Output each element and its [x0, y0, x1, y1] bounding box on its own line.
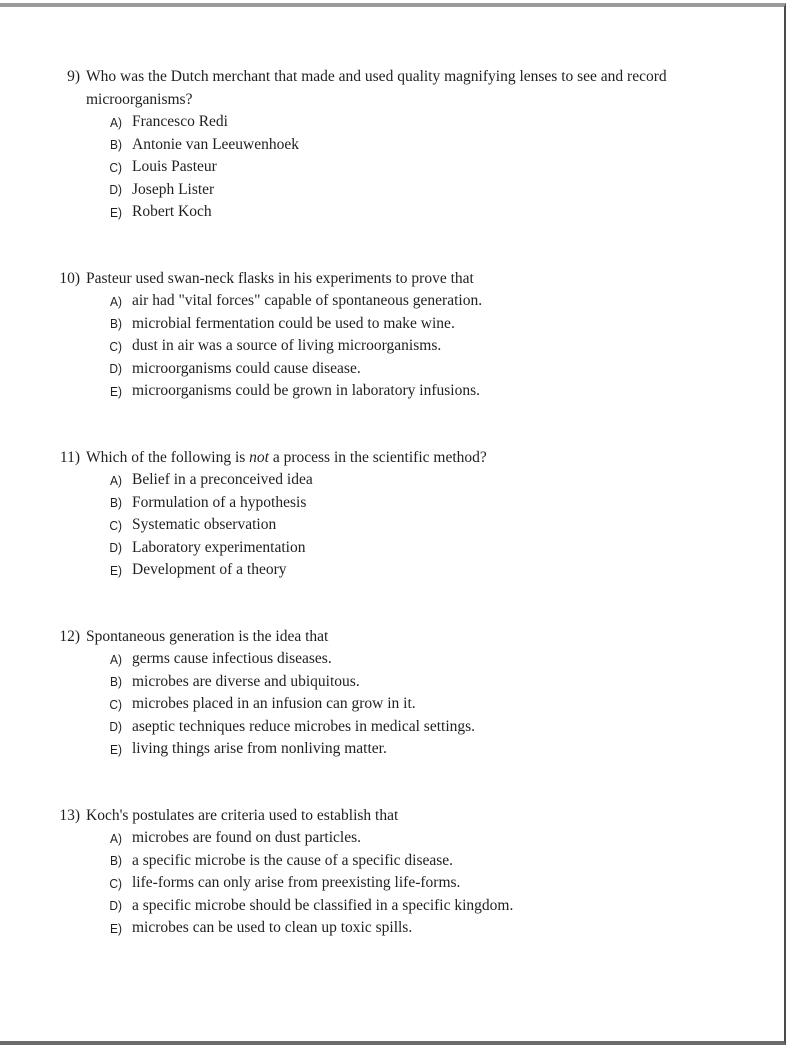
option-text: microorganisms could be grown in laboratory infusions. — [132, 382, 480, 399]
question-text-segment: Koch's postulates are criteria used to establish that — [86, 806, 399, 824]
answer-option — [60, 492, 732, 515]
answer-option — [60, 537, 732, 560]
answer-option — [60, 850, 732, 873]
option-letter: D) — [109, 182, 122, 197]
option-text: aseptic techniques reduce microbes in medical settings. — [132, 717, 476, 735]
option-text: Robert Koch — [132, 203, 212, 220]
option-text: a specific microbe is the cause of a specific disease. — [132, 851, 454, 869]
option-text: microbes are found on dust particles. — [132, 829, 361, 846]
option-letter: A) — [110, 830, 122, 846]
option-letter: E) — [110, 383, 122, 399]
option-text: life-forms can only arise from preexisting life-forms. — [132, 874, 461, 891]
answer-option — [60, 895, 732, 918]
question-block — [60, 626, 732, 761]
question-text-segment: Spontaneous generation is the idea that — [86, 627, 329, 645]
option-letter: A) — [110, 651, 122, 667]
question-text-italic-segment: not — [249, 448, 269, 466]
answer-option — [60, 671, 732, 694]
option-text: germs cause infectious diseases. — [132, 650, 332, 667]
option-letter: D) — [109, 540, 122, 555]
option-text: air had "vital forces" capable of spontaneous generation. — [132, 292, 483, 309]
option-text: Joseph Lister — [132, 180, 215, 198]
answer-option — [60, 693, 732, 716]
option-text: Systematic observation — [132, 516, 277, 533]
question-header — [60, 66, 732, 111]
option-letter: E) — [110, 562, 122, 578]
question-text — [86, 68, 667, 108]
option-letter: E) — [110, 920, 122, 936]
question-header — [60, 447, 732, 470]
question-text — [86, 270, 474, 287]
question-text — [86, 807, 398, 824]
option-text: Formulation of a hypothesis — [132, 493, 307, 511]
option-letter: E) — [110, 204, 122, 220]
option-text: Francesco Redi — [132, 113, 228, 130]
option-text: Louis Pasteur — [132, 158, 217, 175]
option-letter: B) — [110, 495, 122, 510]
option-letter: A) — [110, 114, 122, 130]
answer-option — [60, 313, 732, 336]
option-letter: B) — [110, 316, 122, 331]
option-letter: C) — [109, 875, 122, 891]
answer-option — [60, 559, 732, 582]
question-text-segment: Which of the following is — [86, 448, 250, 466]
answer-option — [60, 156, 732, 179]
option-text: Laboratory experimentation — [132, 538, 306, 556]
option-text: microbes placed in an infusion can grow in it. — [132, 695, 416, 712]
option-letter: C) — [109, 696, 122, 712]
question-header — [60, 626, 732, 649]
option-letter: D) — [109, 719, 122, 734]
option-letter: A) — [110, 293, 122, 309]
question-list — [60, 66, 732, 984]
option-letter: C) — [109, 159, 122, 175]
question-block — [60, 447, 732, 582]
answer-option — [60, 290, 732, 313]
option-letter: C) — [109, 517, 122, 533]
question-block — [60, 268, 732, 403]
option-text: living things arise from nonliving matter. — [132, 740, 387, 757]
option-text: Development of a theory — [132, 561, 287, 578]
question-header — [60, 268, 732, 291]
question-number: 10) — [59, 269, 80, 287]
question-text — [86, 449, 487, 466]
option-letter: A) — [110, 472, 122, 488]
option-text: microorganisms could cause disease. — [132, 359, 361, 377]
question-number: 13) — [59, 806, 80, 824]
question-number: 11) — [59, 448, 80, 466]
option-text: Antonie van Leeuwenhoek — [132, 135, 299, 153]
option-letter: B) — [110, 674, 122, 689]
question-text-segment: Pasteur used swan-neck flasks in his experiments to prove that — [86, 269, 474, 287]
option-text: dust in air was a source of living microorganisms. — [132, 337, 442, 354]
question-number: 9) — [67, 68, 80, 85]
option-text: a specific microbe should be classified in a specific kingdom. — [132, 896, 514, 914]
option-letter: D) — [109, 361, 122, 376]
question-text-segment: Who was the Dutch merchant that made and used quality magnifying lenses to see and record microorganisms? — [86, 68, 667, 108]
answer-option — [60, 134, 732, 157]
option-letter: B) — [110, 137, 122, 152]
option-letter: C) — [109, 338, 122, 354]
answer-option — [60, 872, 732, 895]
question-header — [60, 805, 732, 828]
answer-option — [60, 201, 732, 224]
option-letter: B) — [110, 853, 122, 868]
question-block — [60, 805, 732, 940]
answer-option — [60, 917, 732, 940]
answer-option — [60, 514, 732, 537]
question-block — [60, 66, 732, 224]
answer-option — [60, 358, 732, 381]
answer-option — [60, 335, 732, 358]
answer-option — [60, 469, 732, 492]
answer-option — [60, 716, 732, 739]
question-text-segment: a process in the scientific method? — [268, 448, 487, 466]
option-text: microbial fermentation could be used to make wine. — [132, 314, 455, 332]
answer-option — [60, 111, 732, 134]
option-text: microbes can be used to clean up toxic spills. — [132, 919, 413, 936]
answer-option — [60, 179, 732, 202]
option-text: microbes are diverse and ubiquitous. — [132, 672, 360, 690]
option-text: Belief in a preconceived idea — [132, 471, 313, 488]
question-text — [86, 628, 328, 645]
option-letter: E) — [110, 741, 122, 757]
option-letter: D) — [109, 898, 122, 913]
answer-option — [60, 738, 732, 761]
answer-option — [60, 380, 732, 403]
answer-option — [60, 827, 732, 850]
question-number: 12) — [59, 627, 80, 645]
answer-option — [60, 648, 732, 671]
